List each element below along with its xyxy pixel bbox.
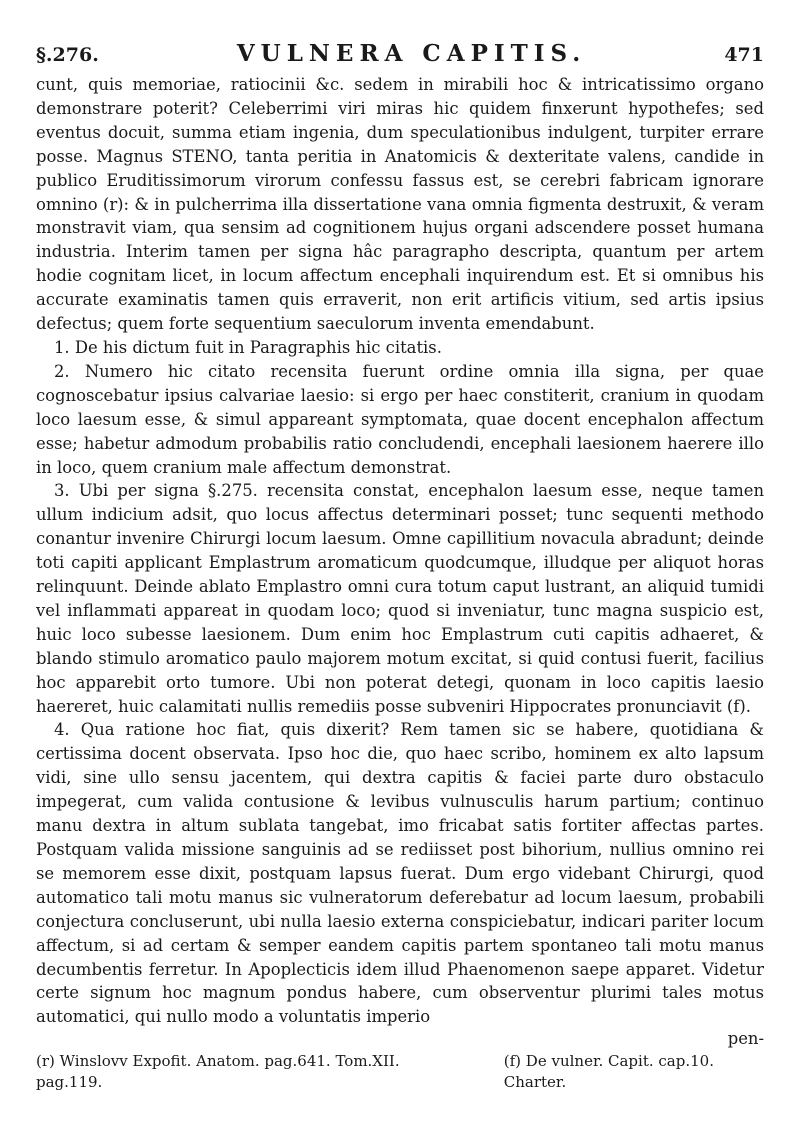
paragraph-p1: 1. De his dictum fuit in Paragraphis hic citatis.	[54, 337, 442, 357]
paragraph-p4: 4. Qua ratione hoc fiat, quis dixerit? Rem tamen sic se habere, quotidiana & certissima docent observata. Ipso hoc die, quo haec scribo, hominem ex alto lapsum vidi, sine ullo sensu jacentem, qui dextra capitis & faciei parte duro obstaculo impegerat, cum valida contusione & levibus vulnusculis harum partium; continuo manu dextra in altum sublata tangebat, imo fricabat satis fortiter affectas partes. Postquam valida missione sanguinis ad se rediisset post bihorium, nullius omnino rei se memorem esse dixit, postquam lapsus fuerat. Dum ergo videbant Chirurgi, quod automatico tali motu manus sic vulneratorum deferebatur ad locum laesum, probabili conjectura concluserunt, ubi nulla laesio externa conspiciebatur, indicari pariter locum affectum, si ad certam & semper eandem capitis partem spontaneo tali motu manus decumbentis ferretur. In Apoplecticis idem illud Phaenomenon saepe apparet. Videtur certe signum hoc magnum pondus habere, cum observentur plurimi tales motus automatici, qui nullo modo a voluntatis imperio	[36, 720, 764, 1027]
footnote-r: (r) Winslovv Expofit. Anatom. pag.641. Tom.XII. pag.119.	[36, 1052, 400, 1092]
paragraph-p3: 3. Ubi per signa §.275. recensita constat, encephalon laesum esse, neque tamen ullum indicium adsit, quo locus affectus determinari posset; tunc sequenti methodo conantur invenire Chirurgi locum laesum. Omne capillitium novacula abradunt; deinde toti capiti applicant Emplastrum aromaticum quodcumque, illudque per aliquot horas relinquunt. Deinde ablato Emplastro omni cura totum caput lustrant, an aliquid tumidi vel inflammati appareat in quodam loco; quod si inveniatur, tunc magna suspicio est, huic loco subesse laesionem. Dum enim hoc Emplastrum cuti capitis adhaeret, & blando stimulo aromatico paulo majorem motum excitat, si quid contusi fuerit, facilius hoc apparebit orto tumore. Ubi non poterat detegi, quonam in loco capitis laesio haereret, huic calamitati nullis remediis posse subveniri Hippocrates pronunciavit (f).	[36, 481, 764, 716]
body-text	[36, 73, 764, 1029]
catchword: pen-	[727, 1029, 764, 1049]
paragraph-intro: cunt, quis memoriae, ratiocinii &c. sedem in mirabili hoc & intricatissimo organo demonstrare poterit? Celeberrimi viri miras hic quidem finxerunt hypothefes; sed eventus docuit, summa etiam ingenia, dum speculationibus indulgent, turpiter errare posse. Magnus STENO, tanta peritia in Anatomicis & dexteritate valens, candide in publico Eruditissimorum virorum confessu fassus est, se cerebri fabricam ignorare omnino (r): & in pulcherrima illa dissertatione vana omnia figmenta destruxit, & veram monstravit viam, qua sensim ad cognitionem hujus organi adscendere posset humana industria. Interim tamen per signa hâc paragrapho descripta, quantum per artem hodie cognitam licet, in locum affectum encephali inquirendum est. Et si omnibus his accurate examinatis tamen quis erraverit, non erit artificis vitium, sed artis ipsius defectus; quem forte sequentium saeculorum inventa emendabunt.	[36, 75, 764, 334]
page-number: 471	[724, 44, 764, 66]
section-number: §.276.	[36, 44, 99, 66]
running-header	[36, 40, 764, 67]
paragraph-p2: 2. Numero hic citato recensita fuerunt ordine omnia illa signa, per quae cognoscebatur ipsius calvariae laesio: si ergo per haec constiterit, cranium in quodam loco laesum esse, & simul appareant symptomata, quae docent encephalon affectum esse; habetur admodum probabilis ratio concludendi, encephali laesionem haerere illo in loco, quem cranium male affectum demonstrat.	[36, 361, 764, 477]
footnotes	[36, 1051, 764, 1093]
footnote-f: (f) De vulner. Capit. cap.10. Charter.	[503, 1052, 714, 1092]
running-title: VULNERA CAPITIS.	[236, 40, 587, 67]
